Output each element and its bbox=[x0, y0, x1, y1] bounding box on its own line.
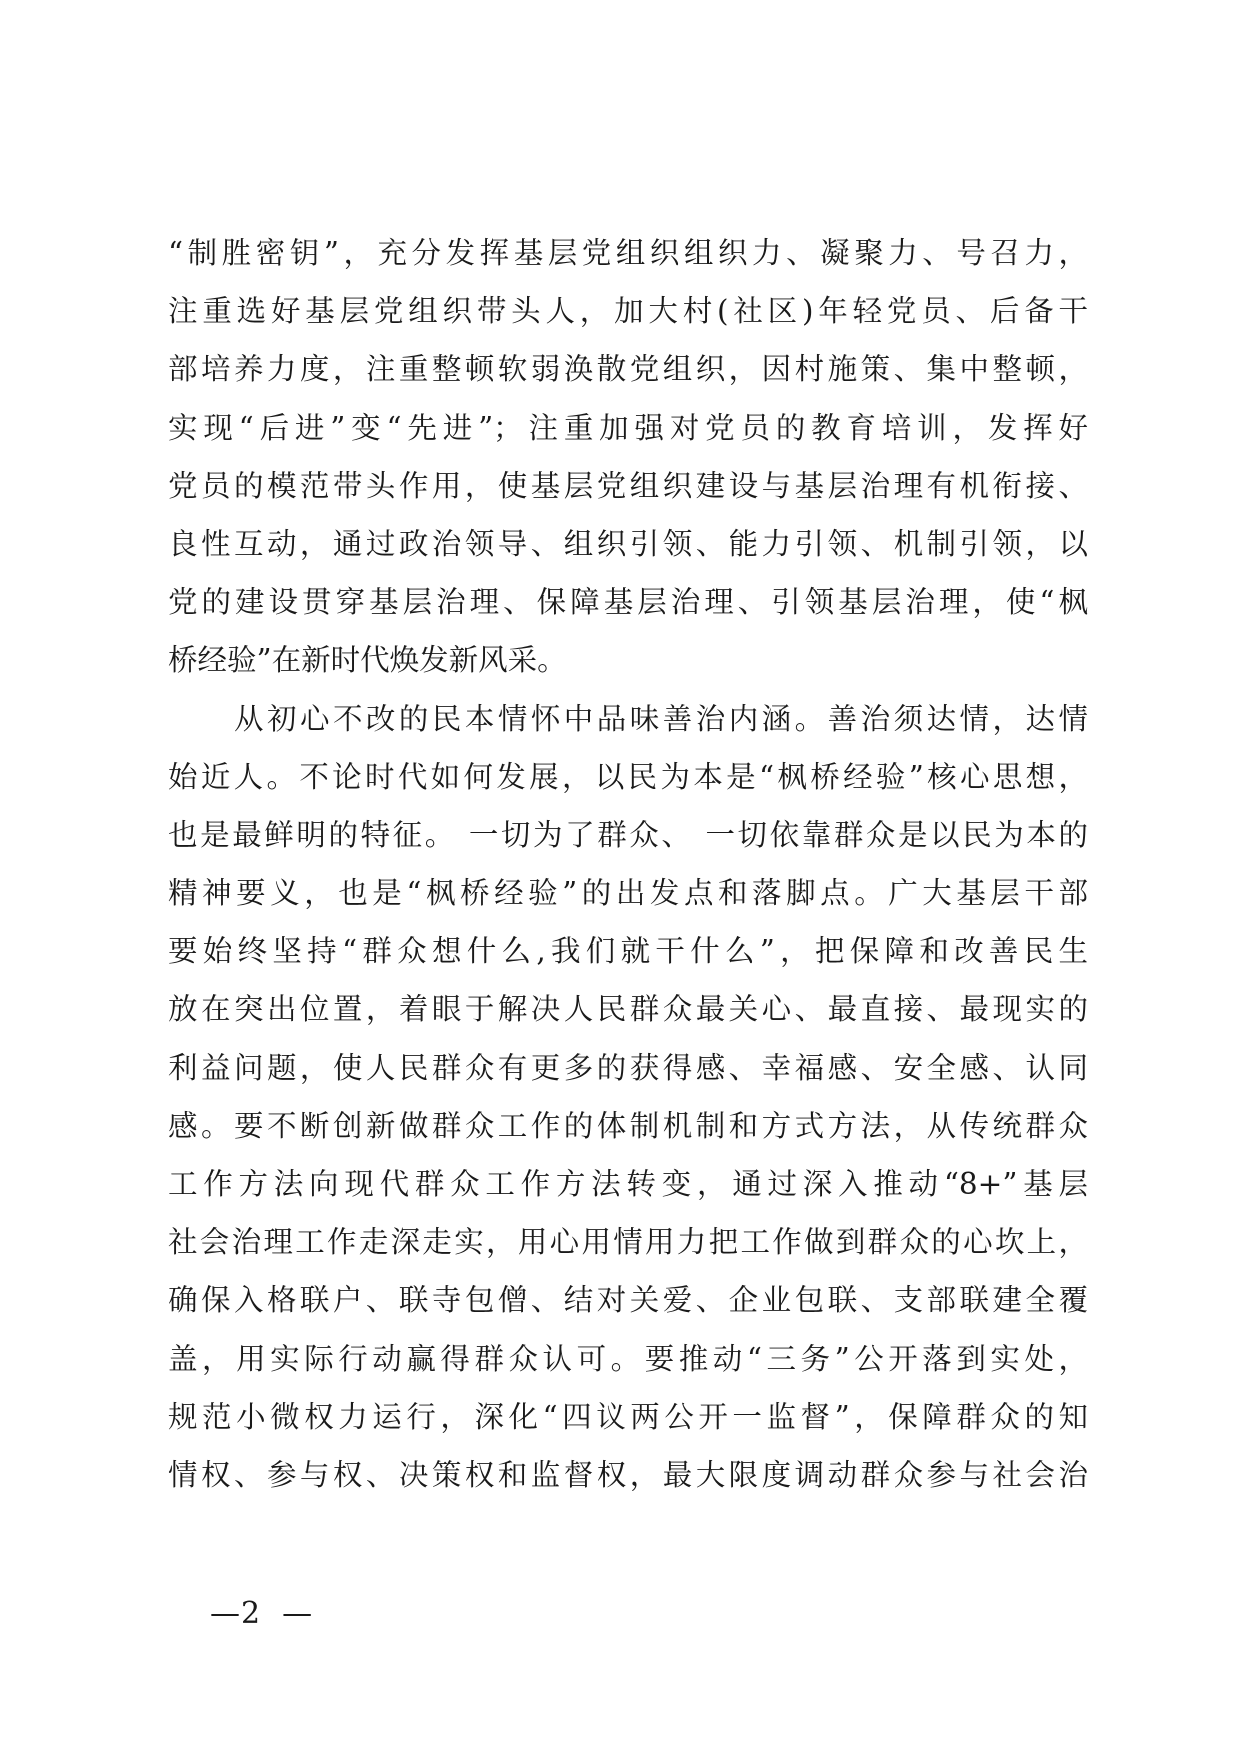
paragraph-line: 部培养力度，注重整顿软弱涣散党组织，因村施策、集中整顿， bbox=[168, 352, 1088, 387]
paragraph-line: 情权、参与权、决策权和监督权，最大限度调动群众参与社会治 bbox=[168, 1457, 1088, 1492]
paragraph-line: 精神要义，也是“枫桥经验”的出发点和落脚点。广大基层干部 bbox=[168, 876, 1088, 911]
paragraph-line: 桥经验”在新时代焕发新风采。 bbox=[168, 643, 567, 678]
paragraph-line: 注重选好基层党组织带头人，加大村(社区)年轻党员、后备干 bbox=[168, 294, 1088, 329]
document-body bbox=[168, 224, 1088, 1504]
paragraph-line: 始近人。不论时代如何发展，以民为本是“枫桥经验”核心思想， bbox=[168, 759, 1088, 794]
paragraph-line: 良性互动，通过政治领导、组织引领、能力引领、机制引领，以 bbox=[168, 526, 1088, 561]
paragraph-line: 工作方法向现代群众工作方法转变，通过深入推动“8+”基层 bbox=[168, 1167, 1088, 1201]
page-number: —2 — bbox=[210, 1596, 314, 1631]
paragraph-line: 也是最鲜明的特征。 一切为了群众、 一切依靠群众是以民为本的 bbox=[168, 817, 1088, 852]
paragraph-line: 利益问题，使人民群众有更多的获得感、幸福感、安全感、认同 bbox=[168, 1050, 1088, 1085]
paragraph-line: 规范小微权力运行，深化“四议两公开一监督”，保障群众的知 bbox=[168, 1399, 1088, 1434]
paragraph-line: 要始终坚持“群众想什么,我们就干什么”，把保障和改善民生 bbox=[168, 934, 1088, 969]
paragraph-line: “制胜密钥”，充分发挥基层党组织组织力、凝聚力、号召力， bbox=[168, 236, 1088, 270]
paragraph-line: 党员的模范带头作用，使基层党组织建设与基层治理有机衔接、 bbox=[168, 468, 1088, 503]
paragraph-line: 从初心不改的民本情怀中品味善治内涵。善治须达情，达情 bbox=[234, 701, 1088, 736]
paragraph-line: 盖，用实际行动赢得群众认可。要推动“三务”公开落到实处， bbox=[168, 1341, 1088, 1376]
paragraph-line: 感。要不断创新做群众工作的体制机制和方式方法，从传统群众 bbox=[168, 1108, 1088, 1143]
paragraph-line: 社会治理工作走深走实，用心用情用力把工作做到群众的心坎上， bbox=[168, 1225, 1088, 1260]
paragraph-line: 实现“后进”变“先进”；注重加强对党员的教育培训，发挥好 bbox=[168, 410, 1088, 445]
paragraph-2 bbox=[168, 690, 1088, 1505]
paragraph-line: 确保入格联户、联寺包僧、结对关爱、企业包联、支部联建全覆 bbox=[168, 1283, 1088, 1318]
paragraph-line: 党的建设贯穿基层治理、保障基层治理、引领基层治理，使“枫 bbox=[168, 585, 1088, 620]
paragraph-line: 放在突出位置，着眼于解决人民群众最关心、最直接、最现实的 bbox=[168, 992, 1088, 1027]
paragraph-1 bbox=[168, 224, 1088, 690]
